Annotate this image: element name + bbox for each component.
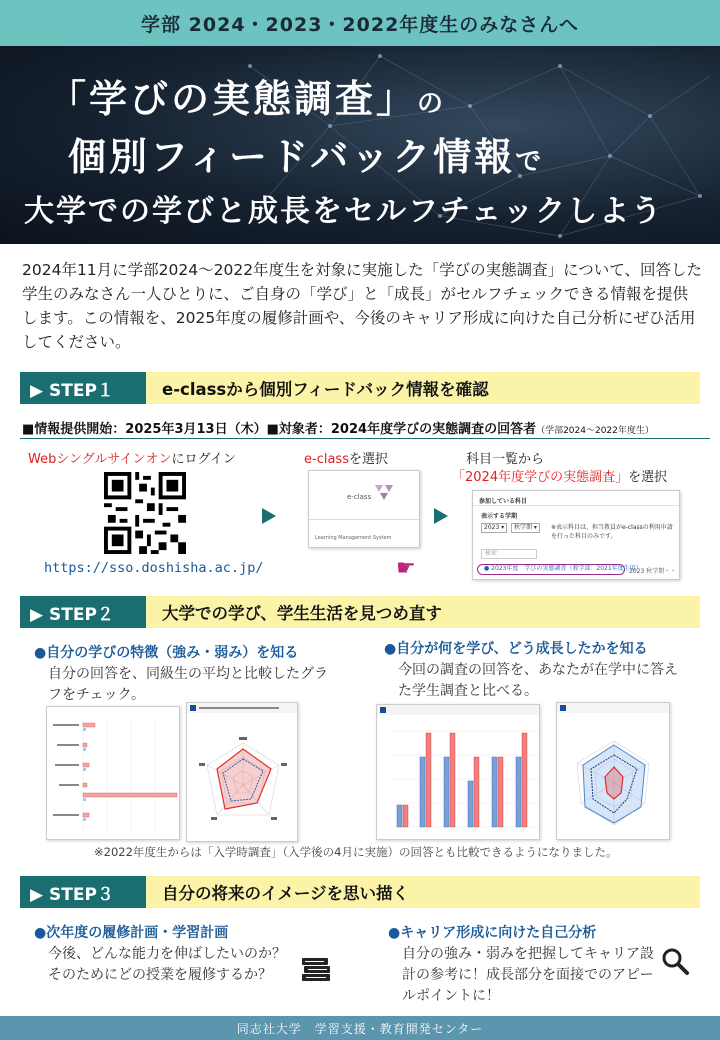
peer-comparison-bar-chart [46, 706, 180, 840]
hero-line-2 [68, 126, 544, 181]
course-list-divider [473, 505, 679, 506]
longitudinal-bar-chart [376, 704, 540, 840]
survey-course-name: 「2024年度学びの実態調査」 [452, 470, 629, 485]
top-banner [0, 0, 720, 46]
eclass-tile[interactable] [308, 470, 420, 548]
hero-line-1-particle: の [417, 89, 447, 119]
step2-right-heading: ●自分が何を学び、どう成長したかを知る [384, 641, 648, 657]
step1-bar [20, 372, 700, 404]
arrow-right-icon [434, 508, 448, 524]
course-suffix: を選択 [628, 470, 668, 485]
eclass-tile-subtitle: Learning Management System [315, 535, 392, 541]
eclass-tile-divider [309, 519, 419, 520]
footer-text: 同志社大学 学習支援・教育開発センター [236, 1021, 484, 1036]
step2-right-body: 今回の調査の回答を、あなたが在学中に答えた学生調査と比べる。 [398, 662, 678, 699]
step1-info [22, 418, 654, 437]
step1-login-text [28, 448, 236, 467]
longitudinal-bar-chart-graphic [377, 705, 540, 840]
step3-bar [20, 876, 700, 908]
longitudinal-radar-chart-graphic [557, 703, 670, 840]
step1-course-line1: 科目一覧から [466, 452, 545, 467]
term-label: 表示する学期 [481, 513, 518, 520]
footer [0, 1016, 720, 1040]
step2-bar [20, 596, 700, 628]
step3-label: ▶ STEP３ [20, 876, 146, 908]
banner-text: 学部 2024・2023・2022年度生のみなさんへ [141, 13, 579, 36]
step3-right-heading: ●キャリア形成に向けた自己分析 [388, 925, 597, 941]
step1-eclass-text [304, 448, 388, 467]
course-list-header: 参加している科目 [479, 498, 528, 505]
sso-link[interactable]: Webシングルサインオン [28, 452, 172, 467]
pointer-hand-icon: ☛ [396, 556, 416, 581]
step2-left-heading: ●自分の学びの特徴（強み・弱み）を知る [34, 645, 299, 661]
step1-course-line2 [452, 466, 667, 485]
longitudinal-radar-chart [556, 702, 670, 840]
peer-radar-chart-graphic [187, 703, 298, 842]
course-term: 2023 秋学期・・ [629, 568, 677, 575]
magnifier-icon [660, 946, 690, 976]
peer-comparison-radar-chart [186, 702, 298, 842]
hero-line-1 [48, 68, 446, 123]
qr-code[interactable] [104, 472, 186, 554]
eclass-tile-title: e-class [347, 493, 372, 501]
survey-course-link[interactable]: ● 2023年度 学びの実態調査（教学部：2021年度生用） [477, 564, 625, 575]
books-icon [300, 954, 332, 984]
hero-line-3: 大学での学びと成長をセルフチェックしよう [24, 194, 664, 229]
course-search-input[interactable]: 検索 [481, 549, 537, 559]
step1-label: ▶ STEP１ [20, 372, 146, 404]
peer-bar-chart-graphic [47, 707, 180, 840]
eclass-suffix: を選択 [348, 452, 388, 467]
hero-line-2-main: 個別フィードバック情報 [68, 135, 516, 179]
hero-line-2-particle: で [515, 147, 545, 177]
hero-section [0, 46, 720, 244]
hero-line-1-main: 「学びの実態調査」 [48, 77, 418, 121]
step3-left-body: 今後、どんな能力を伸ばしたいのか？そのためにどの授業を履修するか？ [48, 946, 286, 983]
course-list-panel [472, 490, 680, 580]
step1-info-target: （学部2024～2022年度生） [536, 426, 654, 436]
course-note: ※表示科目は、担当教員がe-classの利用申請を行った科目のみです。 [551, 524, 673, 540]
sso-url[interactable]: https://sso.doshisha.ac.jp/ [44, 560, 264, 576]
year-select[interactable]: 2023 ▾ [481, 523, 507, 533]
step1-divider [20, 438, 710, 439]
step3-right-body: 自分の強み・弱みを把握してキャリア設計の参考に！成長部分を面接でのアピールポイントに！ [402, 946, 654, 1004]
step2-label: ▶ STEP２ [20, 596, 146, 628]
step1-title: e-classから個別フィードバック情報を確認 [162, 380, 489, 399]
step2-title: 大学での学び、学生生活を見つめ直す [162, 604, 442, 623]
intro-paragraph: 2024年11月に学部2024～2022年度生を対象に実施した「学びの実態調査」について、回答した学生のみなさん一人ひとりに、ご自身の「学び」と「成長」がセルフチェックできる情報を提供します。この情報を、2025年度の履修計画や、今後のキャリア形成に向けた自己分析にぜひ活用してください。 [22, 261, 702, 351]
login-suffix: にログイン [171, 452, 236, 467]
step3-left-heading: ●次年度の履修計画・学習計画 [34, 925, 229, 941]
arrow-right-icon [262, 508, 276, 524]
step2-left-body: 自分の回答を、同級生の平均と比較したグラフをチェック。 [48, 666, 328, 703]
step2-footnote: ※2022年度生からは「入学時調査」（入学後の4月に実施）の回答とも比較できるようになりました。 [94, 845, 618, 859]
eclass-word: e-class [304, 452, 349, 467]
step3-title: 自分の将来のイメージを思い描く [162, 884, 410, 903]
step1-info-text: ■情報提供開始：2025年3月13日（木）■対象者：2024年度学びの実態調査の回答者 [22, 422, 537, 437]
term-select[interactable]: 秋学期 ▾ [511, 523, 540, 533]
eclass-logo-icon [375, 485, 395, 501]
